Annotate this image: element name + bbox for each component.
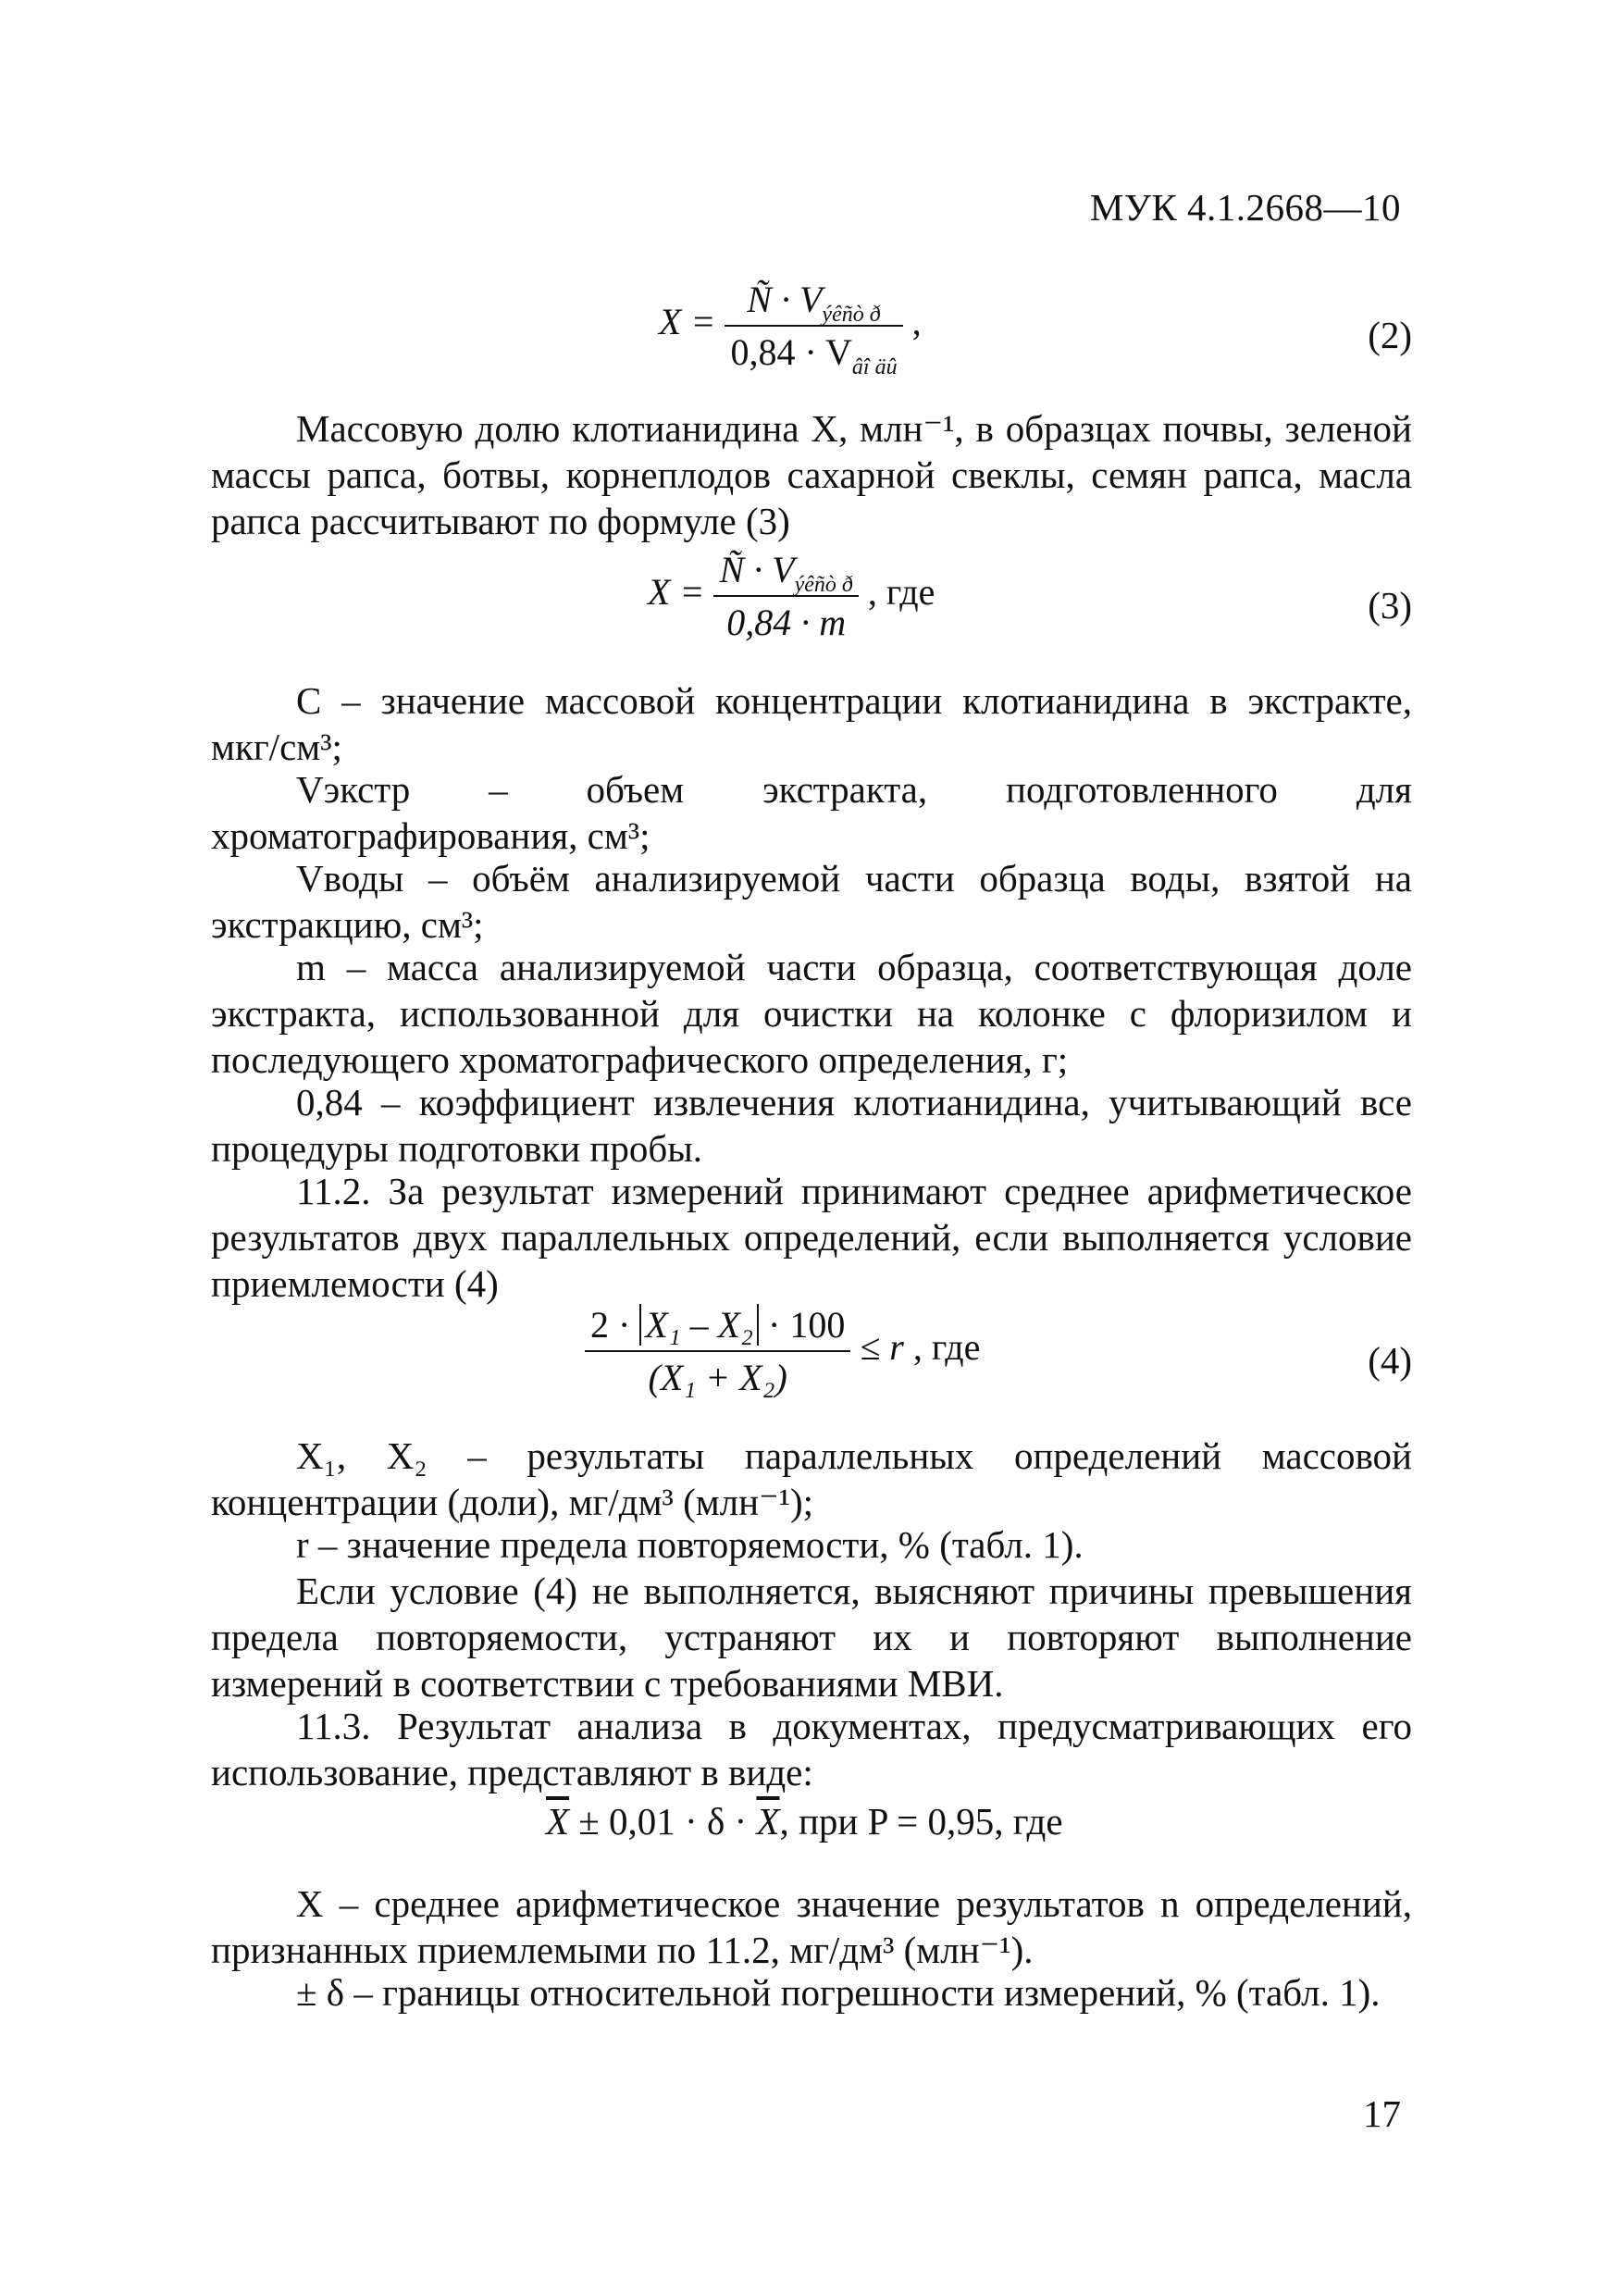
formula-2-fraction: $\frac{Ñ \cdot V_{ýêñò ð}}{0,84 \cdot V_{âî äû}}$ — [725, 278, 902, 374]
formula-3: X = $\frac{Ñ \cdot V_{ýêñò ð}}{0,84 \cdot m}$ , где — [648, 549, 935, 643]
definition-delta: ± δ – границы относительной погрешности измерений, % (табл. 1). — [296, 1971, 1381, 2014]
definition-x1-x2: X₁, X₂ – результаты параллельных определений массовой концентрации (доли), мг/дм³ (млн⁻¹); — [211, 1434, 1412, 1523]
definition-coefficient: 0,84 – коэффициент извлечения клотианидина, учитывающий все процедуры подготовки пробы. — [211, 1081, 1412, 1170]
equation-number-3: (3) — [1368, 584, 1412, 627]
definition-v-extr: Vэкстр – объем экстракта, подготовленного для хроматографирования, см³; — [211, 768, 1412, 857]
equation-number-4: (4) — [1368, 1339, 1412, 1382]
paragraph-condition: Если условие (4) не выполняется, выясняют причины превышения предела повторяемости, устраняют их и повторяют выполнение измерений в соответствии с требованиями МВИ. — [211, 1570, 1412, 1705]
paragraph-11-2: 11.2. За результат измерений принимают среднее арифметическое результатов двух параллельных определений, если выполняется условие приемлемости (4) — [211, 1170, 1412, 1305]
formula-result: $\overline{X} \pm 0,01 \cdot \delta \cdot \overline{X}$, при P = 0,95, где — [546, 1800, 1063, 1843]
formula-2: X = $\frac{Ñ \cdot V_{ýêñò ð}}{0,84 \cdot V_{âî äû}}$ , — [659, 279, 922, 379]
formula-4-fraction: $\frac{\text{2 · X₁ – X₂ · 100}}{\text{(X₁ + X₂)}}$ — [585, 1303, 850, 1399]
definition-m: m – масса анализируемой части образца, соответствующая доле экстракта, использованной для очистки на колонке с флоризилом и последующего хроматографического определения, г; — [211, 946, 1412, 1081]
paragraph-11-3: 11.3. Результат анализа в документах, предусматривающих его использование, представляют в виде: — [211, 1705, 1412, 1793]
page-number: 17 — [1363, 2092, 1401, 2135]
formula-2-lhs: X = — [659, 301, 716, 343]
paragraph-mass-fraction: Массовую долю клотианидина X, млн⁻¹, в образцах почвы, зеленой массы рапса, ботвы, корнеплодов сахарной свеклы, семян рапса, масла рапса рассчитывают по формуле (3) — [211, 407, 1412, 542]
formula-3-fraction: $\frac{Ñ \cdot V_{ýêñò ð}}{0,84 \cdot m}$ — [713, 548, 858, 644]
equation-number-2: (2) — [1368, 314, 1412, 356]
definition-r: r – значение предела повторяемости, % (табл. 1). — [296, 1523, 1084, 1566]
definition-x-bar: X – среднее арифметическое значение результатов n определений, признанных приемлемыми по 11.2, мг/дм³ (млн⁻¹). — [211, 1882, 1412, 1971]
formula-4: $\frac{\text{2 · X₁ – X₂ · 100}}{\text{(X₁ + X₂)}}$ ≤ r , где — [585, 1303, 980, 1399]
definition-v-vody: Vводы – объём анализируемой части образца воды, взятой на экстракцию, см³; — [211, 857, 1412, 946]
document-code: МУК 4.1.2668—10 — [1089, 186, 1401, 229]
definition-c: C – значение массовой концентрации клотианидина в экстракте, мкг/см³; — [211, 679, 1412, 768]
